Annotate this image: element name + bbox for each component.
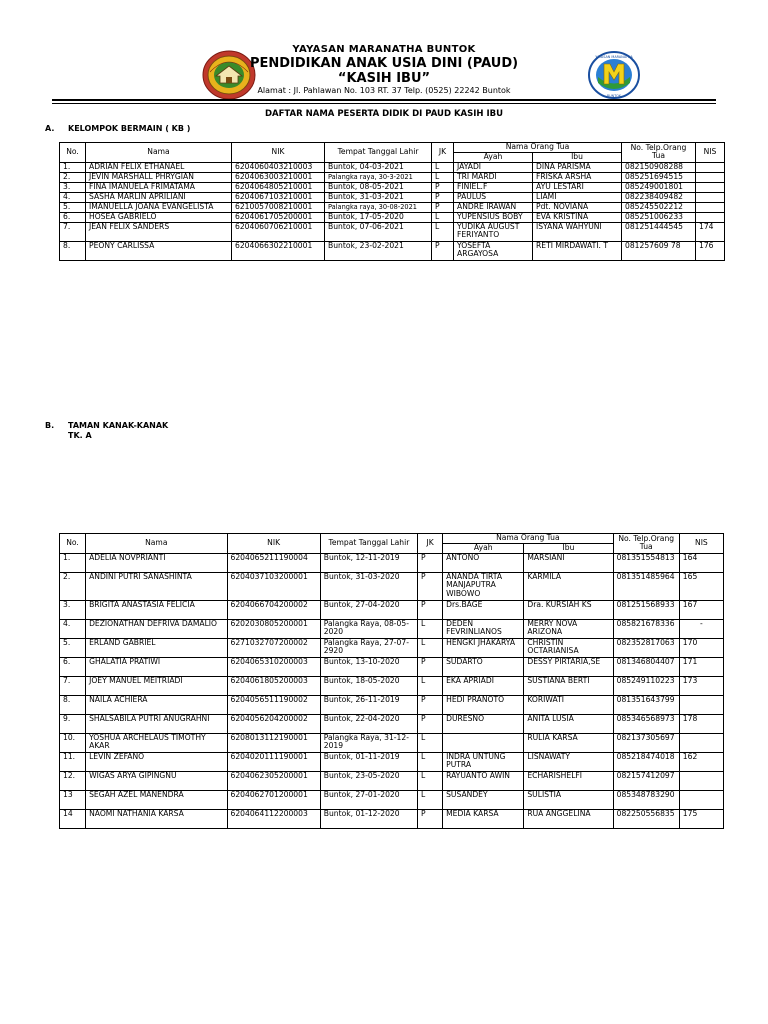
student-nik: 6204066302210001 [232,241,325,260]
gender: L [418,771,443,790]
gender: P [432,202,454,212]
parent-phone: 085346568973 [613,714,679,733]
student-nik: 6208013112190001 [227,733,320,752]
section-b-sublabel: TK. A [68,431,92,440]
father-name: ANTONO [443,553,524,572]
student-name: SASHA MARLIN APRILIANI [86,192,232,202]
father-name: Drs.BAGE [443,600,524,619]
gender: L [418,619,443,638]
student-nis: 162 [679,752,723,771]
father-name: DEDEN FEVRINLIANOS [443,619,524,638]
student-nis: 173 [679,676,723,695]
table-row [60,572,724,600]
student-nis [679,771,723,790]
school-name: PENDIDIKAN ANAK USIA DINI (PAUD) [249,56,519,71]
row-number: 10. [60,733,86,752]
student-nis: 165 [679,572,723,600]
birth-place-date: Buntok, 26-11-2019 [320,695,417,714]
student-name: JEVIN MARSHALL PHRYGIAN [86,172,232,182]
table-row [60,790,724,809]
parent-phone: 082352817063 [613,638,679,657]
table-row [60,212,725,222]
table-row [60,638,724,657]
parent-phone: 082137305697 [613,733,679,752]
col-name-header: Nama [86,143,232,163]
student-nik: 6204067103210001 [232,192,325,202]
gender: P [418,695,443,714]
birth-place-date: Palangka Raya, 27-07-2920 [320,638,417,657]
mother-name: KORIWATI [524,695,613,714]
student-nik: 6204063003210001 [232,172,325,182]
col-no-header: No. [60,143,86,163]
student-nis [696,212,725,222]
father-name: ANDRE IRAWAN [454,202,533,212]
student-nik: 6271032707200002 [227,638,320,657]
student-name: WIGAS ARYA GIPINGNU [86,771,227,790]
mother-name: AYU LESTARI [533,182,622,192]
mother-name: DESSY PIRTARIA,SE [524,657,613,676]
student-nik: 6204060706210001 [232,222,325,241]
student-nis: 174 [696,222,725,241]
parent-phone: 085245502212 [622,202,696,212]
student-nik: 6204065211190004 [227,553,320,572]
table-row [60,202,725,212]
table-row [60,600,724,619]
student-nis [696,202,725,212]
student-name: JOEY MANUEL MEITRIADI [86,676,227,695]
student-nik: 6202030805200001 [227,619,320,638]
parent-phone: 081257609 78 [622,241,696,260]
section-b-letter: B. [45,421,55,430]
gender: L [432,222,454,241]
row-number: 7. [60,222,86,241]
parent-phone: 081351485964 [613,572,679,600]
parent-phone: 081351643799 [613,695,679,714]
gender: L [418,733,443,752]
student-nis [679,695,723,714]
mother-name: LIAMI [533,192,622,202]
gender: L [432,212,454,222]
row-number: 2. [60,572,86,600]
student-nis [696,192,725,202]
student-nis: 170 [679,638,723,657]
parent-phone: 081251568933 [613,600,679,619]
student-name: JEAN FELIX SANDERS [86,222,232,241]
col-mother-header: Ibu [533,153,622,163]
mother-name: FRISKA ARSHA [533,172,622,182]
student-nik: 6204060403210003 [232,162,325,172]
student-name: BRIGITA ANASTASIA FELICIA [86,600,227,619]
student-nis: 175 [679,809,723,828]
father-name: YUPENSIUS BOBY [454,212,533,222]
birth-place-date: Palangka raya, 30-08-2021 [325,202,432,212]
student-nis [696,172,725,182]
row-number: 13 [60,790,86,809]
document-title: DAFTAR NAMA PESERTA DIDIK DI PAUD KASIH IBU [264,109,504,119]
row-number: 5. [60,638,86,657]
gender: P [432,182,454,192]
gender: L [418,638,443,657]
parent-phone: 085821678336 [613,619,679,638]
row-number: 3. [60,182,86,192]
tk-a-roster-table [59,533,724,829]
birth-place-date: Buntok, 27-04-2020 [320,600,417,619]
row-number: 4. [60,619,86,638]
student-nik: 6204064805210001 [232,182,325,192]
father-name: DURESNO [443,714,524,733]
col-nik-header: NIK [232,143,325,163]
father-name: YOSEFTA ARGAYOSA [454,241,533,260]
student-name: SEGAH AZEL MANENDRA [86,790,227,809]
mother-name: KARMILA [524,572,613,600]
table-row [60,553,724,572]
birth-place-date: Buntok, 01-12-2020 [320,809,417,828]
table-row [60,714,724,733]
section-b-label: TAMAN KANAK-KANAK [68,421,169,430]
student-nis: 178 [679,714,723,733]
gender: P [432,192,454,202]
school-nickname: “KASIH IBU” [337,71,431,86]
parent-phone: 085348783290 [613,790,679,809]
col-father-header: Ayah [443,544,524,554]
col-name-header: Nama [86,534,227,554]
col-nis-header: NIS [696,143,725,163]
row-number: 14 [60,809,86,828]
father-name: PAULUS [454,192,533,202]
student-name: NAOMI NATHANIA KARSA [86,809,227,828]
student-name: PEONY CARLISSA [86,241,232,260]
birth-place-date: Buntok, 13-10-2020 [320,657,417,676]
father-name: FINIEL.F [454,182,533,192]
mother-name: SUSTIANA BERTI [524,676,613,695]
mother-name: RUA ANGGELINA [524,809,613,828]
student-name: NAILA ACHIERA [86,695,227,714]
row-number: 12. [60,771,86,790]
col-parents-header: Nama Orang Tua [443,534,614,544]
gender: L [418,676,443,695]
col-mother-header: Ibu [524,544,613,554]
gender: P [418,714,443,733]
student-nik: 6204061705200001 [232,212,325,222]
logo-ring-bottom-text: BUNTOK [606,94,622,98]
birth-place-date: Buntok, 31-03-2021 [325,192,432,202]
student-nis [679,733,723,752]
student-name: ANDINI PUTRI SANASHINTA [86,572,227,600]
gender: L [432,162,454,172]
parent-phone: 082238409482 [622,192,696,202]
parent-phone: 085249110223 [613,676,679,695]
parent-phone: 085218474018 [613,752,679,771]
father-name: HENGKI JHAKARYA [443,638,524,657]
table-row [60,676,724,695]
student-nik: 6204064112200003 [227,809,320,828]
parent-phone: 081351554813 [613,553,679,572]
birth-place-date: Buntok, 17-05-2020 [325,212,432,222]
birth-place-date: Buntok, 18-05-2020 [320,676,417,695]
student-nik: 6204056204200002 [227,714,320,733]
student-nis [696,162,725,172]
birth-place-date: Buntok, 23-02-2021 [325,241,432,260]
school-address: Alamat : Jl. Pahlawan No. 103 RT. 37 Telp. (0525) 22242 Buntok [257,86,511,95]
logo-ring-top-text: YAYASAN MARANATHA [595,55,633,59]
row-number: 4. [60,192,86,202]
student-nis: 176 [696,241,725,260]
table-row [60,657,724,676]
gender: P [418,553,443,572]
father-name: ANANDA TIRTA MANJAPUTRA WIBOWO [443,572,524,600]
birth-place-date: Buntok, 23-05-2020 [320,771,417,790]
father-name: EKA APRIADI [443,676,524,695]
student-name: SHALSABILA PUTRI ANUGRAHNI [86,714,227,733]
parent-phone: 085249001801 [622,182,696,192]
student-nis [679,790,723,809]
student-nis [696,182,725,192]
gender: L [418,790,443,809]
row-number: 1. [60,162,86,172]
birth-place-date: Buntok, 22-04-2020 [320,714,417,733]
parent-phone: 082157412097 [613,771,679,790]
parent-phone: 081251444545 [622,222,696,241]
birth-place-date: Buntok, 31-03-2020 [320,572,417,600]
student-nik: 6204061805200003 [227,676,320,695]
student-nik: 6204066704200002 [227,600,320,619]
table-row [60,733,724,752]
gender: L [432,172,454,182]
parent-phone: 085251006233 [622,212,696,222]
table-row [60,222,725,241]
student-name: ADRIAN FELIX ETHANAEL [86,162,232,172]
birth-place-date: Buntok, 08-05-2021 [325,182,432,192]
gender: P [418,572,443,600]
birth-place-date: Buntok, 07-06-2021 [325,222,432,241]
col-father-header: Ayah [454,153,533,163]
birth-place-date: Buntok, 12-11-2019 [320,553,417,572]
father-name: SUDARTO [443,657,524,676]
parent-phone: 082250556835 [613,809,679,828]
col-gender-header: JK [432,143,454,163]
student-nik: 6204056511190002 [227,695,320,714]
student-nik: 6204062701200001 [227,790,320,809]
section-a-letter: A. [45,124,55,133]
header-rule-thin [52,103,716,104]
col-nis-header: NIS [679,534,723,554]
student-nik: 6204020111190001 [227,752,320,771]
table-row [60,619,724,638]
row-number: 9. [60,714,86,733]
kb-roster-table [59,142,725,261]
student-nis: - [679,619,723,638]
mother-name: DINA PARISMA [533,162,622,172]
parent-phone: 081346804407 [613,657,679,676]
birth-place-date: Buntok, 27-01-2020 [320,790,417,809]
row-number: 1. [60,553,86,572]
mother-name: RETI MIRDAWATI. T [533,241,622,260]
mother-name: CHRISTIN OCTARIANISA [524,638,613,657]
mother-name: SULISTIA [524,790,613,809]
student-nis: 167 [679,600,723,619]
gender: P [418,600,443,619]
row-number: 7. [60,676,86,695]
row-number: 8. [60,241,86,260]
mother-name: LISNAWATY [524,752,613,771]
col-birth-header: Tempat Tanggal Lahir [325,143,432,163]
student-name: LEVIN ZEFANO [86,752,227,771]
student-name: ADELIA NOVPRIANTI [86,553,227,572]
table-row [60,172,725,182]
table-row [60,752,724,771]
father-name: YUDIKA AUGUST FERIYANTO [454,222,533,241]
student-nik: 6204065310200003 [227,657,320,676]
row-number: 3. [60,600,86,619]
table-row [60,182,725,192]
father-name: SUSANDEY [443,790,524,809]
section-a-label: KELOMPOK BERMAIN ( KB ) [68,124,191,133]
table-row [60,771,724,790]
student-name: GHALATIA PRATIWI [86,657,227,676]
mother-name: ANITA LUSIA [524,714,613,733]
mother-name: MERRY NOVA ARIZONA [524,619,613,638]
table-row [60,192,725,202]
student-name: ERLAND GABRIEL [86,638,227,657]
foundation-name: YAYASAN MARANATHA BUNTOK [292,44,476,55]
row-number: 11. [60,752,86,771]
birth-place-date: Palangka Raya, 08-05-2020 [320,619,417,638]
student-nik: 6204037103200001 [227,572,320,600]
row-number: 6. [60,657,86,676]
parent-phone: 082150908288 [622,162,696,172]
father-name: RAYUANTO AWIN [443,771,524,790]
mother-name: ISYANA WAHYUNI [533,222,622,241]
row-number: 5. [60,202,86,212]
student-name: HOSEA GABRIELO [86,212,232,222]
father-name [443,733,524,752]
student-nik: 6210057008210001 [232,202,325,212]
student-nis: 164 [679,553,723,572]
father-name: TRI MARDI [454,172,533,182]
student-name: YOSHUA ARCHELAUS TIMOTHY AKAR [86,733,227,752]
birth-place-date: Palangka Raya, 31-12-2019 [320,733,417,752]
father-name: MEDIA KARSA [443,809,524,828]
birth-place-date: Palangka raya, 30-3-2021 [325,172,432,182]
table-row [60,695,724,714]
mother-name: EVA KRISTINA [533,212,622,222]
gender: P [432,241,454,260]
col-phone-header: No. Telp.Orang Tua [622,143,696,163]
mother-name: ECHARISHELFI [524,771,613,790]
table-row [60,241,725,260]
student-name: DEZIONATHAN DEFRIVA DAMALIO [86,619,227,638]
student-nik: 6204062305200001 [227,771,320,790]
col-birth-header: Tempat Tanggal Lahir [320,534,417,554]
col-parents-header: Nama Orang Tua [454,143,622,153]
father-name: HEDI PRANOTO [443,695,524,714]
row-number: 8. [60,695,86,714]
father-name: JAYADI [454,162,533,172]
col-no-header: No. [60,534,86,554]
table-row [60,162,725,172]
header-rule-thick [52,99,716,101]
birth-place-date: Buntok, 01-11-2019 [320,752,417,771]
birth-place-date: Buntok, 04-03-2021 [325,162,432,172]
parent-phone: 085251694515 [622,172,696,182]
mother-name: Pdt. NOVIANA [533,202,622,212]
gender: L [418,752,443,771]
student-name: IMANUELLA JOANA EVANGELISTA [86,202,232,212]
father-name: INDRA UNTUNG PUTRA [443,752,524,771]
row-number: 6. [60,212,86,222]
mother-name: Dra. KURSIAH KS [524,600,613,619]
student-nis: 171 [679,657,723,676]
gender: P [418,657,443,676]
row-number: 2. [60,172,86,182]
student-name: FINA IMANUELA FRIMATAMA [86,182,232,192]
col-phone-header: No. Telp.Orang Tua [613,534,679,554]
mother-name: MARSIANI [524,553,613,572]
mother-name: RULIA KARSA [524,733,613,752]
gender: P [418,809,443,828]
table-row [60,809,724,828]
col-nik-header: NIK [227,534,320,554]
col-gender-header: JK [418,534,443,554]
